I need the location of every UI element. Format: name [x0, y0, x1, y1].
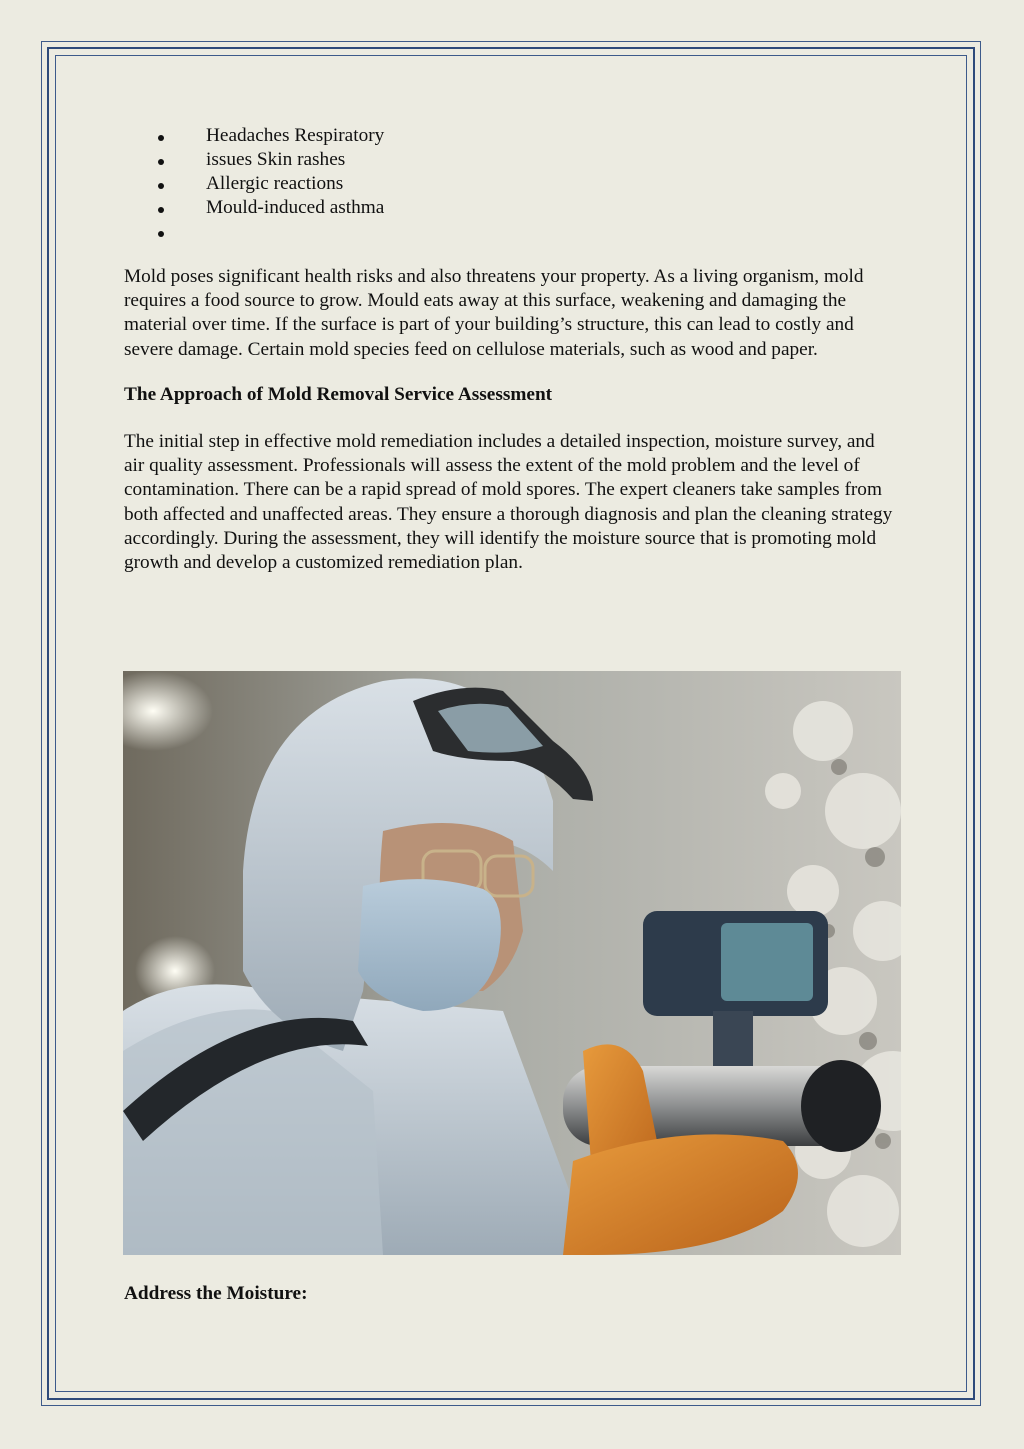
- document-body: [124, 124, 894, 575]
- symptom-list: [124, 124, 894, 244]
- bullet-icon: [158, 231, 164, 237]
- section-heading-moisture: Address the Moisture:: [124, 1283, 308, 1304]
- list-item: issues Skin rashes: [124, 148, 894, 172]
- bullet-icon: [158, 135, 164, 141]
- list-item: Headaches Respiratory: [124, 124, 894, 148]
- section-heading-assessment: The Approach of Mold Removal Service Assessment: [124, 383, 553, 405]
- bullet-icon: [158, 159, 164, 165]
- list-item: [124, 220, 894, 244]
- paragraph-assessment: The initial step in effective mold remediation includes a detailed inspection, moisture survey, and air quality assessment. Professionals will assess the extent of the mold problem and the level of contamination. There can be a rapid spread of mold spores. The expert cleaners take samples from both affected and unaffected areas. They ensure a thorough diagnosis and plan the cleaning strategy accordingly. During the assessment, they will identify the moisture source that is promoting mold growth and develop a customized remediation plan.: [124, 431, 893, 574]
- paragraph-health-risks: Mold poses significant health risks and also threatens your property. As a living organism, mold requires a food source to grow. Mould eats away at this surface, weakening and damaging the material over time. If the surface is part of your building’s structure, this can lead to costly and severe damage. Certain mold species feed on cellulose materials, such as wood and paper.: [124, 266, 864, 360]
- bullet-icon: [158, 183, 164, 189]
- mold-inspector-photo: [123, 671, 901, 1255]
- list-item: Allergic reactions: [124, 172, 894, 196]
- bullet-icon: [158, 207, 164, 213]
- list-item: Mould-induced asthma: [124, 196, 894, 220]
